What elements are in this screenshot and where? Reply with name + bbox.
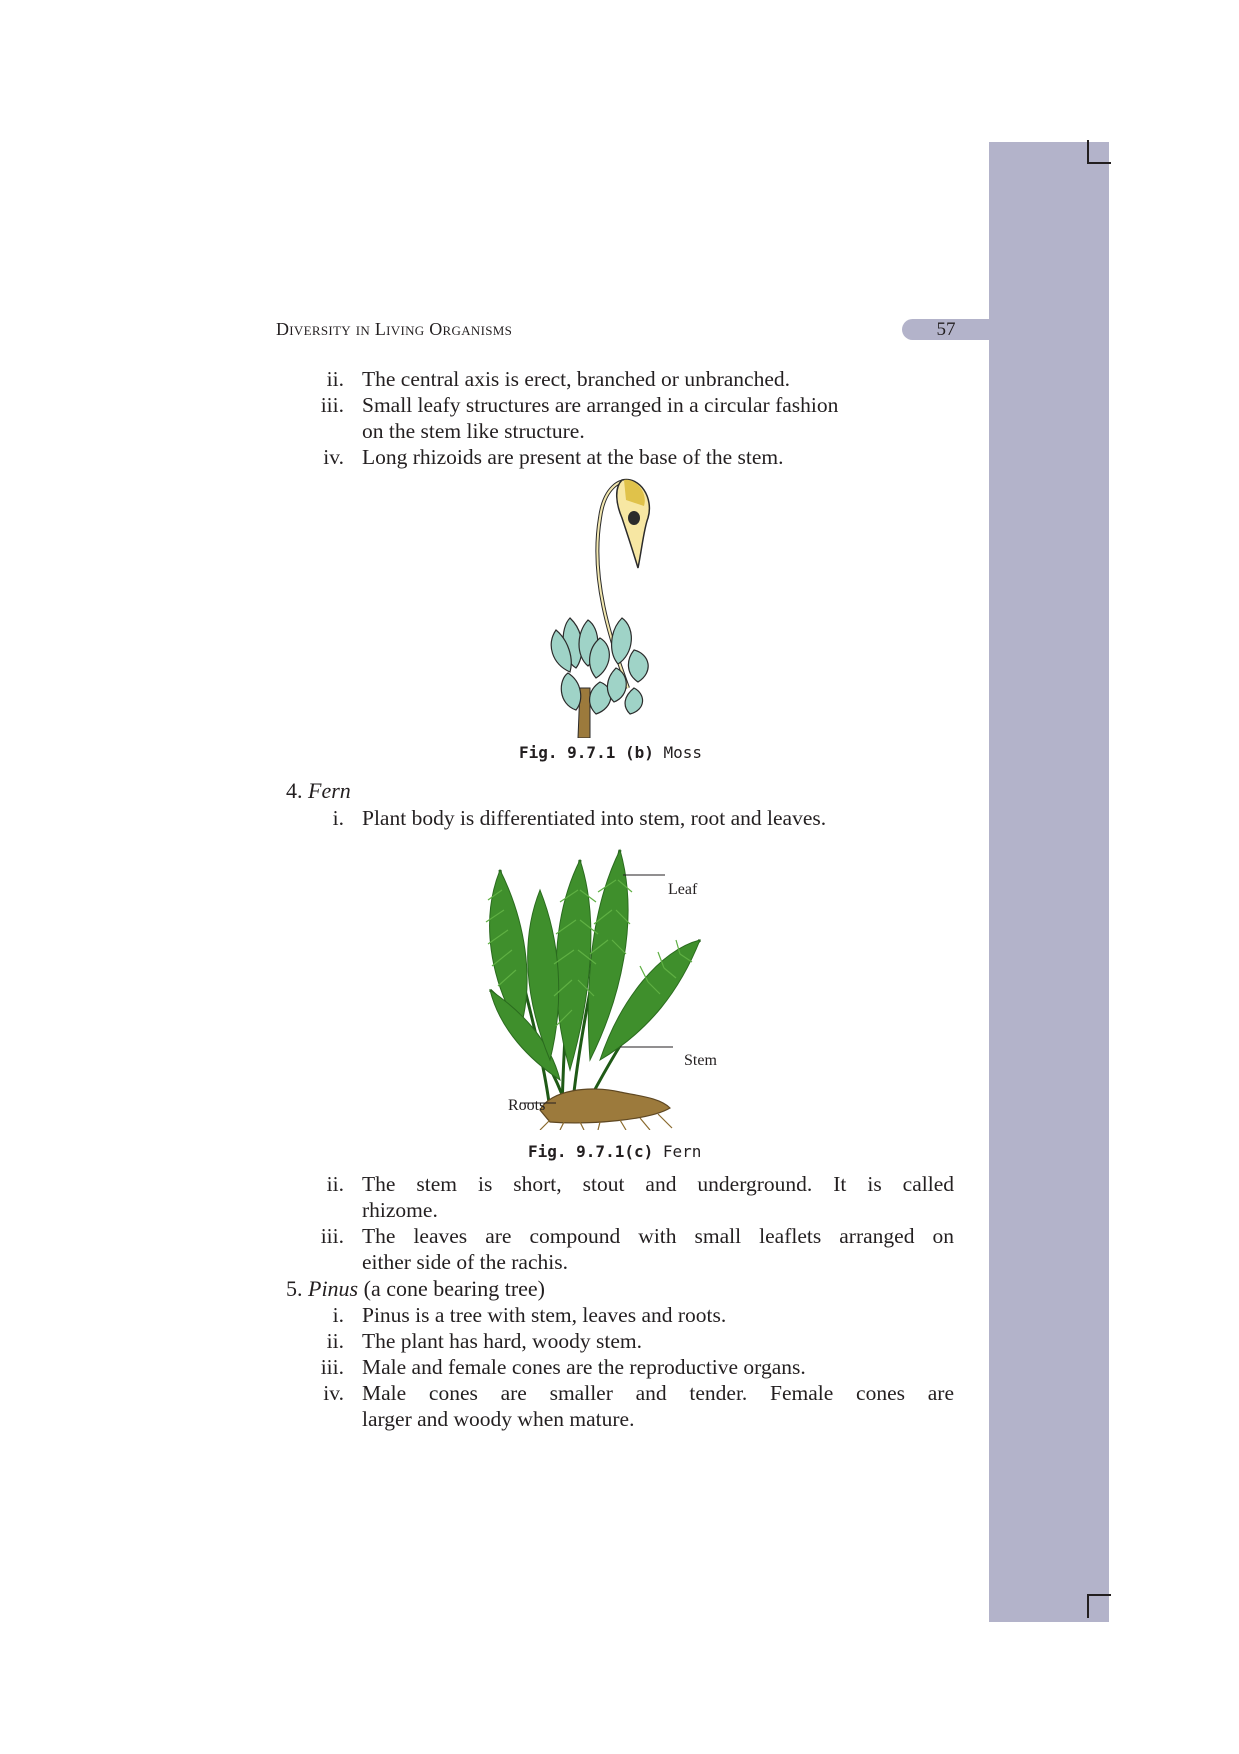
leaf-label: Leaf bbox=[668, 881, 698, 898]
list-number: iii. bbox=[320, 393, 344, 417]
figure-caption-name: Moss bbox=[663, 743, 703, 762]
figure-caption-label: Fig. 9.7.1 (b) bbox=[519, 743, 654, 762]
figure-caption bbox=[519, 743, 702, 762]
list-item-text: either side of the rachis. bbox=[362, 1250, 568, 1274]
roots-label: Roots bbox=[508, 1097, 546, 1114]
section-title: Pinus bbox=[308, 1276, 359, 1301]
list-item-text: Plant body is differentiated into stem, root and leaves. bbox=[362, 806, 827, 830]
figure-caption bbox=[528, 1142, 701, 1161]
side-margin-band bbox=[989, 142, 1109, 1622]
crop-mark-top bbox=[1087, 140, 1111, 164]
list-item-text: The central axis is erect, branched or unbranched. bbox=[362, 367, 791, 391]
list-item-text: on the stem like structure. bbox=[362, 419, 585, 443]
list-item-text: Male and female cones are the reproductive organs. bbox=[362, 1355, 806, 1379]
stem-label: Stem bbox=[684, 1052, 717, 1069]
running-head: Diversity in Living Organisms bbox=[276, 319, 513, 339]
page-number: 57 bbox=[902, 319, 990, 340]
section-subtitle: (a cone bearing tree) bbox=[358, 1276, 546, 1301]
section-number: 4. bbox=[286, 778, 303, 803]
list-item-text: Long rhizoids are present at the base of the stem. bbox=[362, 445, 784, 469]
list-number: ii. bbox=[326, 367, 344, 391]
list-number: iv. bbox=[323, 445, 344, 469]
section-heading bbox=[286, 1276, 545, 1302]
list-item-text: The stem is short, stout and underground. It is called bbox=[362, 1172, 954, 1196]
moss-illustration bbox=[530, 468, 670, 738]
list-number: ii. bbox=[326, 1329, 344, 1353]
list-number: iv. bbox=[323, 1381, 344, 1405]
list-item-text: Small leafy structures are arranged in a circular fashion bbox=[362, 393, 839, 417]
section-number: 5. bbox=[286, 1276, 303, 1301]
list-number: i. bbox=[332, 1303, 344, 1327]
list-number: i. bbox=[332, 806, 344, 830]
list-number: ii. bbox=[326, 1172, 344, 1196]
list-item-text: Pinus is a tree with stem, leaves and roots. bbox=[362, 1303, 727, 1327]
list-number: iii. bbox=[320, 1355, 344, 1379]
fern-illustration bbox=[480, 830, 720, 1130]
list-item-text: larger and woody when mature. bbox=[362, 1407, 635, 1431]
list-item-text: The plant has hard, woody stem. bbox=[362, 1329, 643, 1353]
list-item-text: rhizome. bbox=[362, 1198, 438, 1222]
section-title: Fern bbox=[308, 778, 351, 803]
crop-mark-bottom bbox=[1087, 1594, 1111, 1618]
section-heading bbox=[286, 778, 351, 804]
list-number: iii. bbox=[320, 1224, 344, 1248]
figure-caption-label: Fig. 9.7.1(c) bbox=[528, 1142, 654, 1161]
list-item-text: Male cones are smaller and tender. Female cones are bbox=[362, 1381, 954, 1405]
figure-caption-name: Fern bbox=[662, 1142, 702, 1161]
list-item-text: The leaves are compound with small leaflets arranged on bbox=[362, 1224, 954, 1248]
